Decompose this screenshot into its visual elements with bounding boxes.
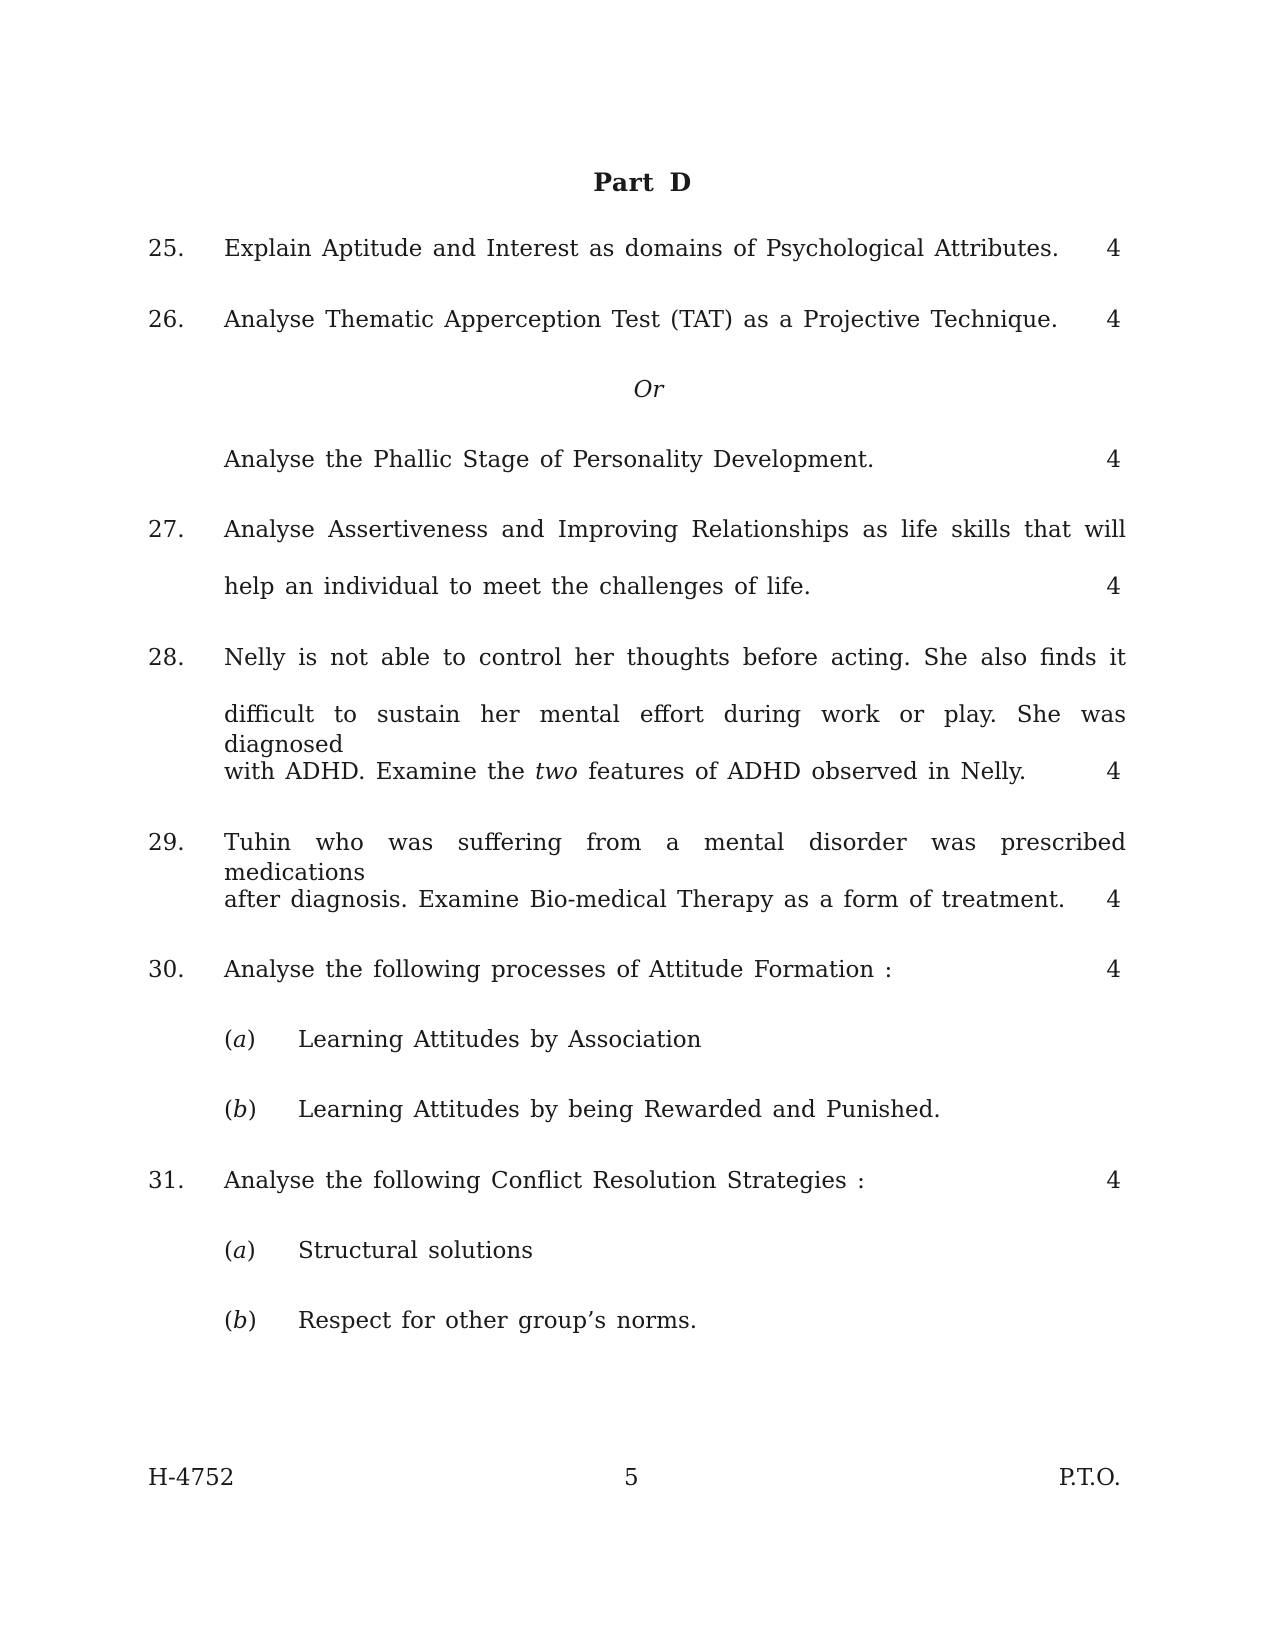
question-text-28-emphasis: two (535, 759, 578, 785)
subpart-text-31a: Structural solutions (298, 1238, 533, 1264)
subpart-label-31a: (a) (224, 1238, 256, 1264)
question-number-29: 29. (148, 830, 185, 856)
question-alt-text-26: Analyse the Phallic Stage of Personality Development. (224, 447, 875, 473)
subpart-label-30b: (b) (224, 1097, 257, 1123)
paper-code: H-4752 (148, 1465, 235, 1491)
question-text-30: Analyse the following processes of Attitude Formation : (224, 957, 893, 983)
question-marks-26: 4 (1106, 307, 1121, 333)
question-text-25: Explain Aptitude and Interest as domains of Psychological Attributes. (224, 236, 1060, 262)
subpart-label-31b: (b) (224, 1308, 257, 1334)
subpart-label-30a: (a) (224, 1027, 256, 1053)
question-marks-30: 4 (1106, 957, 1121, 983)
question-marks-27: 4 (1106, 574, 1121, 600)
question-text-27-line1: Analyse Assertiveness and Improving Relationships as life skills that will (224, 517, 1126, 543)
subpart-text-30a: Learning Attitudes by Association (298, 1027, 702, 1053)
question-text-28-line3-a: with ADHD. Examine the (224, 759, 525, 785)
question-number-26: 26. (148, 307, 185, 333)
subpart-letter-31b: b (232, 1308, 248, 1334)
subpart-text-30b: Learning Attitudes by being Rewarded and Punished. (298, 1097, 941, 1123)
question-marks-28: 4 (1106, 759, 1121, 785)
part-title: Part D (593, 168, 692, 197)
please-turn-over: P.T.O. (1058, 1465, 1121, 1491)
question-number-30: 30. (148, 957, 185, 983)
subpart-letter-30a: a (232, 1027, 247, 1053)
question-text-29-line2: after diagnosis. Examine Bio-medical Therapy as a form of treatment. (224, 887, 1066, 913)
page-number: 5 (624, 1465, 639, 1491)
or-separator: Or (633, 377, 664, 403)
question-text-29-line1: Tuhin who was suffering from a mental disorder was prescribed medications (224, 830, 1126, 886)
question-marks-29: 4 (1106, 887, 1121, 913)
question-text-28-line3 (224, 757, 1124, 787)
question-text-28-line1: Nelly is not able to control her thoughts before acting. She also finds it (224, 645, 1126, 671)
question-text-31: Analyse the following Conflict Resolution Strategies : (224, 1168, 865, 1194)
question-text-26: Analyse Thematic Apperception Test (TAT) as a Projective Technique. (224, 307, 1059, 333)
question-number-28: 28. (148, 645, 185, 671)
question-number-25: 25. (148, 236, 185, 262)
question-number-31: 31. (148, 1168, 185, 1194)
question-number-27: 27. (148, 517, 185, 543)
question-text-28-line2: difficult to sustain her mental effort during work or play. She was diagnosed (224, 702, 1126, 758)
question-text-28-line3-b: features of ADHD observed in Nelly. (588, 759, 1027, 785)
question-text-27-line2: help an individual to meet the challenges of life. (224, 574, 811, 600)
subpart-letter-31a: a (232, 1238, 247, 1264)
subpart-letter-30b: b (232, 1097, 248, 1123)
question-alt-marks-26: 4 (1106, 447, 1121, 473)
question-marks-25: 4 (1106, 236, 1121, 262)
question-marks-31: 4 (1106, 1168, 1121, 1194)
subpart-text-31b: Respect for other group’s norms. (298, 1308, 698, 1334)
